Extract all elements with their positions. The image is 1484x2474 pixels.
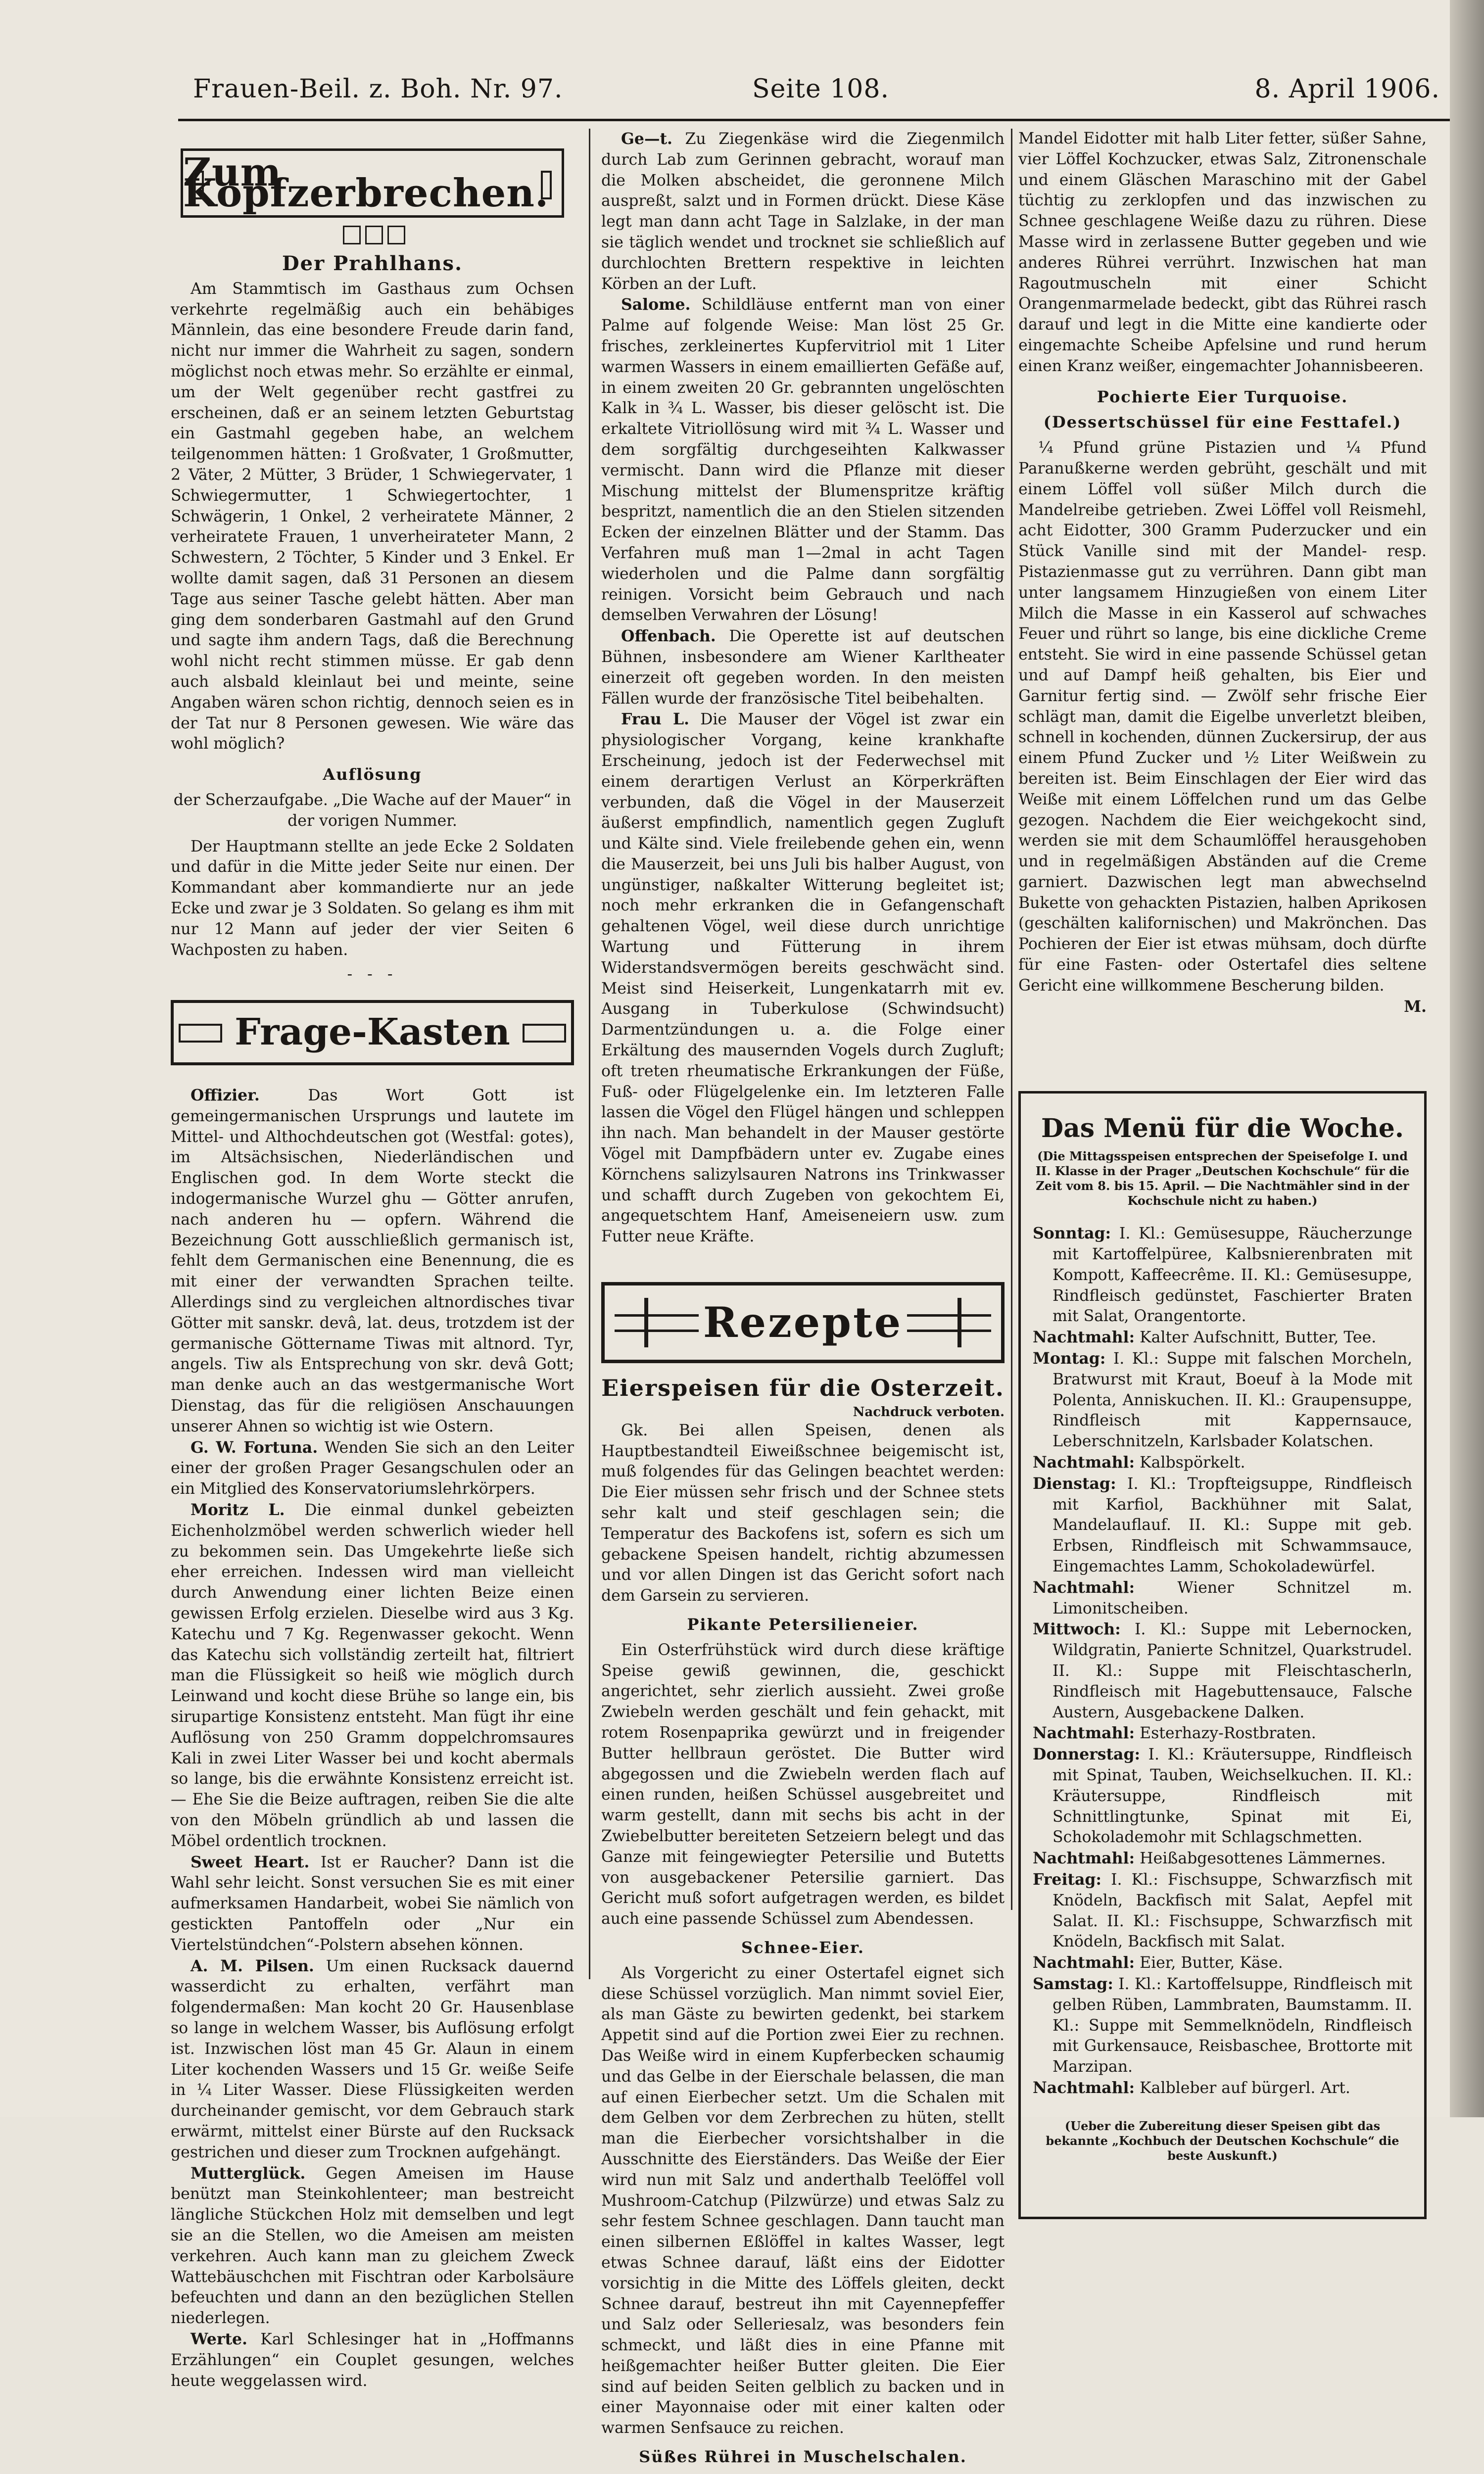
list-item: A. M. Pilsen. Um einen Rucksack dauernd wasserdicht zu erhalten, verfährt man folgendermaßen: Man kocht 20 Gr. Hausenblase so lange in welchem Wasser, bis Auflösung erfolgt ist. Inzwischen löst man 45 Gr. Alaun in einem Liter kochenden Wassers und 15 Gr. weiße Seife in ¼ Liter Wasser. Diese Flüssigkeiten werden durcheinander gemischt, vor dem Gebrauch stark erwärmt, mittelst einer Bürste auf den Rucksack gestrichen und dieser zum Trocknen aufgehängt.	[171, 1956, 574, 2161]
menu-item: Sonntag: I. Kl.: Gemüsesuppe, Räucherzunge mit Kartoffelpüree, Kalbsnierenbraten mit Kompott, Kaffeecrême. II. Kl.: Gemüsesuppe, Rindfleisch gedünstet, Faschierter Braten mit Salat, Orangentorte.	[1033, 1224, 1412, 1326]
menu-item: Nachtmahl: Kalbspörkelt.	[1033, 1453, 1245, 1472]
weekly-menu-note: (Die Mittagsspeisen entsprechen der Speisefolge I. und II. Klasse in der Prager „Deutschen Kochschule“ für die Zeit vom 8. bis 15. April. — Die Nachtmähler sind in der Kochschule nicht zu haben.)	[1035, 1149, 1410, 1208]
list-item: Offenbach. Die Operette ist auf deutschen Bühnen, insbesondere am Wiener Karltheater einerzeit oft gegeben worden. In den meisten Fällen wurde der französische Titel beibehalten.	[601, 627, 1005, 708]
story-text: Am Stammtisch im Gasthaus zum Ochsen verkehrte regelmäßig auch ein behäbiges Männlein, das eine besondere Freude darin fand, nicht nur immer die Wahrheit zu sagen, sondern möglichst noch etwas mehr. So erzählte er einmal, um der Welt gegenüber recht gastfrei zu erscheinen, daß er an seinem letzten Geburtstag ein Gastmahl gegeben habe, an welchem teilgenommen hätten: 1 Großvater, 1 Großmutter, 2 Väter, 2 Mütter, 3 Brüder, 1 Schwiegervater, 1 Schwiegermutter, 1 Schwiegertochter, 1 Schwägerin, 1 Onkel, 2 verheiratete Männer, 2 verheiratete Frauen, 1 unverheirateter Mann, 2 Schwestern, 2 Töchter, 5 Kinder und 3 Enkel. Er wollte damit sagen, daß 31 Personen an diesem Tage aus seiner Tasche gelebt hätten. Aber man ging dem sonderbaren Gastmahl auf den Grund und sagte ihm andern Tags, daß die Berechnung wohl nicht recht stimmen müsse. Er gab denn auch alsbald kleinlaut bei und meinte, seine Angaben wären schon richtig, dennoch seien es in der Tat nur 8 Personen gewesen. Wie wäre das wohl möglich?	[171, 280, 574, 753]
solution-subtitle: der Scherzaufgabe. „Die Wache auf der Mauer“ in der vorigen Nummer.	[173, 791, 572, 830]
list-item: G. W. Fortuna. Wenden Sie sich an den Leiter einer der großen Prager Gesangschulen oder an ein Mitglied des Konservatoriumslehrkörpers.	[171, 1438, 574, 1498]
column-divider	[589, 129, 590, 1979]
list-item: Frau L. Die Mauser der Vögel ist zwar ein physiologischer Vorgang, keine krankhafte Erscheinung, jedoch ist der Federwechsel mit einem derartigen Verlust an Körperkräften verbunden, daß die Vögel in der Mauserzeit äußerst empfindlich, namentlich gegen Zugluft und Kälte sind. Viele freilebende gehen ein, wenn die Mauserzeit, bei uns Juli bis halber August, von ungünstiger, naßkalter Witterung begleitet ist; noch mehr erkranken die in Gefangenschaft gehaltenen Vögel, weil diese durch unrichtige Wartung und Fütterung in ihrem Widerstandsvermögen bereits geschwächt sind. Meist sind Heiserkeit, Lungenkatarrh mit ev. Ausgang in Tuberkulose (Schwindsucht) Darmentzündungen u. a. die Folge einer Erkältung des mausernden Vogels durch Zugluft; oft treten rheumatische Erkrankungen der Füße, Fuß- oder Flügelgelenke ein. Im letzteren Falle lassen die Vögel den Flügel hängen und schleppen ihn nach. Man behandelt in der Mauser gestörte Vögel mit Dampfbädern unter ev. Zugabe eines Körnchens salizylsauren Natrons ins Trinkwasser und schafft durch Zugeben von gekochtem Ei, angequetschtem Hanf, Ameiseneiern usw. zum Futter neue Kräfte.	[601, 710, 1005, 1246]
column-2	[601, 129, 1005, 2467]
recipe-text: ¼ Pfund grüne Pistazien und ¼ Pfund Paranußkerne werden gebrüht, geschält und mit einem Löffel voll süßer Milch durch die Mandelreibe getrieben. Zwei Löffel voll Reismehl, acht Eidotter, 300 Gramm Puderzucker und ein Stück Vanille sind mit der Mandel- resp. Pistazienmasse gut zu verrühren. Dann gibt man unter langsamem Hinzugießen von einem Liter Milch die Masse in ein Kasserol auf schwaches Feuer und rührt so lange, bis eine dickliche Creme entsteht. Sie wird in eine passende Schüssel getan und auf Dampf heiß gehalten, bis Eier und Garnitur fertig sind. — Zwölf sehr frische Eier schlägt man, damit die Eigelbe unverletzt bleiben, schnell in kochenden, dünnen Zuckersirup, der aus einem Pfund Zucker und ½ Liter Weißwein zu bereiten ist. Beim Einschlagen der Eier wird das Weiße mit einem Löffelchen rund um das Gelbe gezogen. Nachdem die Eier weichgekocht sind, werden sie mit dem Schaumlöffel herausgehoben und in regelmäßigen Abständen auf die Creme garniert. Dazwischen legt man abwechselnd Bukette von gehackten Pistazien, halben Aprikosen (geschälten kalifornischen) und Makrönchen. Das Pochieren der Eier ist etwas mühsam, doch dürfte für eine Fasten- oder Ostertafel dies seltene Gericht eine willkommene Bescherung bilden.	[1018, 439, 1427, 995]
recipe-text: Mandel Eidotter mit halb Liter fetter, süßer Sahne, vier Löffel Kochzucker, etwas Salz, Zitronenschale und einem Gläschen Maraschino mit der Gabel tüchtig zu zerklopfen und das inzwischen zu Schnee geschlagene Weiße dazu zu rühren. Diese Masse wird in zerlassene Butter gegeben und wie anderes Rührei verrührt. Inzwischen hat man Ragoutmuscheln mit einer Schicht Orangenmarmelade bedeckt, gibt das Rührei rasch darauf und legt in die Mitte eine kandierte oder eingemachte Scheibe Apfelsine und rund herum einen Kranz weißer, eingemachter Johannisbeeren.	[1018, 130, 1427, 375]
column-1	[171, 129, 574, 2390]
story-title: Der Prahlhans.	[282, 252, 463, 275]
recipe-signature: M.	[1404, 997, 1427, 1016]
recipe-subtitle: (Dessertschüssel für eine Festtafel.)	[1043, 413, 1402, 432]
list-item: Ge—t. Zu Ziegenkäse wird die Ziegenmilch durch Lab zum Gerinnen gebracht, worauf man die Molken abscheidet, die geronnene Milch auspreßt, salzt und in Formen drückt. Diese Käse legt man dann acht Tage in Salzlake, in der man sie täglich wendet und trocknet sie schließlich auf durchlochten Brettern respektive in leichten Körben an der Luft.	[601, 130, 1005, 293]
recipe-title: Süßes Rührei in Muschelschalen.	[639, 2447, 967, 2467]
recipe-title: Schnee-Eier.	[741, 1938, 865, 1957]
ornament-icon	[541, 171, 552, 199]
menu-item: Dienstag: I. Kl.: Tropfteigsuppe, Rindfleisch mit Karfiol, Backhühner mit Salat, Mandelauflauf. II. Kl.: Suppe mit geb. Erbsen, Rindfleisch mit Schwammsauce, Eingemachtes Lamm, Schokoladewürfel.	[1033, 1474, 1413, 1576]
list-item: Moritz L. Die einmal dunkel gebeizten Eichenholzmöbel werden schwerlich wieder hell zu bekommen sein. Das Umgekehrte ließe sich eher erreichen. Indessen wird man vielleicht durch Anwendung einer lichten Beize einen gewissen Erfolg erzielen. Dieselbe wird aus 3 Kg. Katechu und 7 Kg. Regenwasser gekocht. Wenn das Katechu sich vollständig zerteilt hat, filtriert man die Flüssigkeit so heiß wie möglich durch Leinwand und kocht diese Brühe so lange ein, bis sirupartige Konsistenz entsteht. Man fügt ihr eine Auflösung von 250 Gramm doppelchromsaures Kali in zwei Liter Wasser bei und kocht abermals so lange, bis die erwähnte Konsistenz erreicht ist. — Ehe Sie die Beize auftragen, reiben Sie die alte von den Möbeln gründlich ab und lassen die Möbel ordentlich trocknen.	[171, 1501, 574, 1850]
ornament-icon	[179, 1024, 222, 1043]
solution-text: Der Hauptmann stellte an jede Ecke 2 Soldaten und dafür in die Mitte jeder Seite nur einen. Der Kommandant aber kommandierte nur an jede Ecke und zwar je 3 Soldaten. So gelang es ihm mit nur 12 Mann auf jeder der vier Seiten 6 Wachposten zu haben.	[171, 837, 574, 959]
weekly-menu-box	[1018, 1091, 1427, 2219]
header-page-number: Seite 108.	[752, 74, 890, 104]
column-3	[1018, 129, 1427, 2163]
recipes-subtitle: Eierspeisen für die Osterzeit.	[601, 1375, 1005, 1402]
question-box-title: Frage-Kasten	[235, 1011, 510, 1054]
question-box-heading	[171, 1000, 574, 1065]
list-item: Offizier. Das Wort Gott ist gemeingermanischen Ursprungs und lautete im Mittel- und Althochdeutschen got (Westfal: gotes), im Altsächsischen, Niederländischen und Englischen god. In dem Worte steckt die indogermanische Wurzel ghu — Götter anrufen, nach anderen hu — opfern. Während die Bezeichnung Gott ausschließlich germanisch ist, fehlt dem Germanischen eine Benennung, die es mit einer der verwandten Sprachen teilte. Allerdings sind zu vergleichen altnordisches tivar Götter mit sanskr. devâ, lat. deus, trotzdem ist der germanische Göttername Tiwas mit altnord. Tyr, angels. Tiw als Entsprechung von skr. devâ Gott; man denke auch an das westgermanische Wort Dienstag, das für die religiösen Anschauungen unserer Ahnen so wichtig ist wie Ostern.	[171, 1086, 574, 1435]
recipes-intro: Gk. Bei allen Speisen, denen als Hauptbestandteil Eiweißschnee beigemischt ist, muß folgendes für das Gelingen beachtet werden: Die Eier müssen sehr frisch und der Schnee stets sehr kalt und steif geschlagen sein; die Temperatur des Backofens ist, sofern es sich um gebackene Speisen handelt, richtig abzumessen und vor allen Dingen ist das Gericht sofort nach dem Garsein zu servieren.	[601, 1421, 1005, 1605]
weekly-menu-footnote: (Ueber die Zubereitung dieser Speisen gibt das bekannte „Kochbuch der Deutschen Kochschule“ die beste Auskunft.)	[1046, 2118, 1399, 2163]
list-item: Mutterglück. Gegen Ameisen im Hause benützt man Steinkohlenteer; man bestreicht längliche Stückchen Holz mit demselben und legt sie an die Stellen, wo die Ameisen am meisten verkehren. Auch kann man zu gleichem Zweck Wattebäuschchen mit Fischtran oder Karbolsäure befeuchten und dann an den bezüglichen Stellen niederlegen.	[171, 2164, 574, 2328]
recipe-text: Als Vorgericht zu einer Ostertafel eignet sich diese Schüssel vorzüglich. Man nimmt soviel Eier, als man Gäste zu bewirten gedenkt, bei starkem Appetit sind auf die Portion zwei Eier zu rechnen. Das Weiße wird in einem Kupferbecken schaumig und das Gelbe in der Eierschale belassen, die man auf einen Eierbecher setzt. Um die Schalen mit dem Gelben vor dem Zerbrechen zu hüten, stellt man die Eierbecher vorsichtshalber in die Ausschnitte des Eierständers. Das Weiße der Eier wird nun mit Salz und anderthalb Teelöffel voll Mushroom-Catchup (Pilzwürze) und etwas Salz zu sehr festem Schnee geschlagen. Dann taucht man einen silbernen Eßlöffel in kaltes Wasser, legt etwas Schnee darauf, läßt eins der Eidotter vorsichtig in die Mitte des Löffels gleiten, deckt Schnee darauf, bestreut ihn mit Cayennepfeffer und Salz oder Selleriesalz, was besonders fein schmeckt, und läßt dies in eine Pfanne mit heißgemachter heißer Butter gleiten. Die Eier sind auf beiden Seiten gelblich zu backen und in einer Mayonnaise oder mit einer kalten oder warmen Senfsauce zu reichen.	[601, 1964, 1005, 2437]
header-date: 8. April 1906.	[1254, 74, 1440, 104]
recipe-title: Pikante Petersilieneier.	[687, 1615, 919, 1634]
copyright-note: Nachdruck verboten.	[853, 1404, 1005, 1420]
separator: - - -	[347, 965, 398, 984]
weekly-menu-title: Das Menü für die Woche.	[1041, 1113, 1404, 1144]
menu-item: Nachtmahl: Heißabgesottenes Lämmernes.	[1033, 1849, 1386, 1868]
list-item: Werte. Karl Schlesinger hat in „Hoffmanns Erzählungen“ ein Couplet gesungen, welches heute weggelassen wird.	[171, 2330, 574, 2390]
menu-item: Nachtmahl: Eier, Butter, Käse.	[1033, 1953, 1283, 1972]
list-item: Sweet Heart. Ist er Raucher? Dann ist die Wahl sehr leicht. Sonst versuchen Sie es mit einer aufmerksamen Handarbeit, wobei Sie nämlich von gestickten Pantoffeln oder „Nur ein Viertelstündchen“-Polstern absehen können.	[171, 1853, 574, 1954]
menu-item: Samstag: I. Kl.: Kartoffelsuppe, Rindfleisch mit gelben Rüben, Lammbraten, Baumstamm. II. Kl.: Suppe mit Semmelknödeln, Rindfleisch mit Gurkensauce, Reisbaschee, Brottorte mit Marzipan.	[1033, 1974, 1413, 2076]
ornament-icon	[323, 226, 422, 243]
menu-item: Donnerstag: I. Kl.: Kräutersuppe, Rindfleisch mit Spinat, Tauben, Weichselkuchen. II. Kl.: Kräutersuppe, Rindfleisch mit Schnittlingtunke, Spinat mit Ei, Schokolademohr mit Schlagschmetten.	[1033, 1745, 1412, 1847]
recipes-heading	[601, 1282, 1005, 1363]
page-header	[193, 74, 1440, 114]
ornament-icon	[523, 1024, 566, 1043]
weekly-menu-list	[1033, 1223, 1412, 2098]
ornament-icon	[615, 1314, 699, 1332]
menu-item: Nachtmahl: Kalter Aufschnitt, Butter, Tee.	[1033, 1328, 1377, 1347]
solution-title: Auflösung	[323, 765, 422, 784]
column-divider	[1011, 129, 1012, 1910]
ornament-icon	[193, 171, 204, 199]
header-rule	[178, 119, 1450, 121]
puzzle-section-heading	[181, 148, 564, 218]
recipes-title: Rezepte	[703, 1298, 903, 1347]
header-publication: Frauen-Beil. z. Boh. Nr. 97.	[193, 74, 563, 104]
ornament-icon	[644, 1298, 648, 1347]
puzzle-section-title: Zum Kopfzerbrechen.	[183, 150, 549, 216]
menu-item: Nachtmahl: Esterhazy-Rostbraten.	[1033, 1724, 1316, 1743]
recipe-title: Pochierte Eier Turquoise.	[1097, 387, 1348, 406]
ornament-icon	[907, 1314, 991, 1332]
menu-item: Nachtmahl: Kalbleber auf bürgerl. Art.	[1033, 2078, 1350, 2097]
menu-item: Montag: I. Kl.: Suppe mit falschen Morcheln, Bratwurst mit Kraut, Boeuf à la Mode mit Polenta, Anniskuchen. II. Kl.: Graupensuppe, Rindfleisch mit Kappernsauce, Leberschnitzeln, Karlsbader Kolatschen.	[1033, 1349, 1412, 1451]
list-item: Salome. Schildläuse entfernt man von einer Palme auf folgende Weise: Man löst 25 Gr. frisches, zerkleinertes Kupfervitriol mit 1 Liter warmen Wassers in einem emaillierten Gefäße auf, in einem zweiten 20 Gr. gebrannten ungelöschten Kalk in ¾ L. Wasser, bis dieser gelöscht ist. Die erkaltete Vitriollösung wird mit ¾ L. Wasser und dem sorgfältig durchgeseihten Kalkwasser vermischt. Dann wird die Pflanze mit dieser Mischung mittelst der Blumenspritze kräftig bespritzt, namentlich die an den Stielen sitzenden Ecken der einzelnen Blätter und der Stamm. Das Verfahren muß man 1—2mal in acht Tagen wiederholen und die Palme dann sorgfältig reinigen. Vorsicht beim Gebrauch und nach demselben Verwahren der Lösung!	[601, 295, 1005, 624]
recipe-text: Ein Osterfrühstück wird durch diese kräftige Speise gewiß gewinnen, die, geschickt angerichtet, sehr zierlich aussieht. Zwei große Zwiebeln werden geschält und fein gehackt, mit rotem Rosenpaprika gewürzt und in freigender Butter hellbraun geröstet. Die Butter wird abgegossen und die Zwiebeln werden flach auf einen runden, heißen Schüssel ausgebreitet und warm gestellt, dann mit sechs bis acht in der Zwiebelbutter bereiteten Setzeiern belegt und das Ganze mit feingewiegter Petersilie und Butetts von ausgebackener Petersilie garniert. Das Gericht muß sofort aufgetragen werden, es bildet auch eine passende Schüssel zum Abendessen.	[601, 1641, 1005, 1928]
page-edge-shadow	[1450, 0, 1484, 2117]
menu-item: Nachtmahl: Wiener Schnitzel m. Limonitscheiben.	[1033, 1578, 1413, 1618]
menu-item: Freitag: I. Kl.: Fischsuppe, Schwarzfisch mit Knödeln, Backfisch mit Salat, Aepfel mit Salat. II. Kl.: Fischsuppe, Schwarzfisch mit Knödeln, Backfisch mit Salat.	[1033, 1870, 1412, 1951]
menu-item: Mittwoch: I. Kl.: Suppe mit Lebernocken, Wildgratin, Panierte Schnitzel, Quarkstrudel. II. Kl.: Suppe mit Fleischtascherln, Rindfleisch mit Hagebuttensauce, Falsche Austern, Ausgebackene Dalken.	[1033, 1620, 1413, 1721]
question-entries	[171, 1085, 574, 2391]
